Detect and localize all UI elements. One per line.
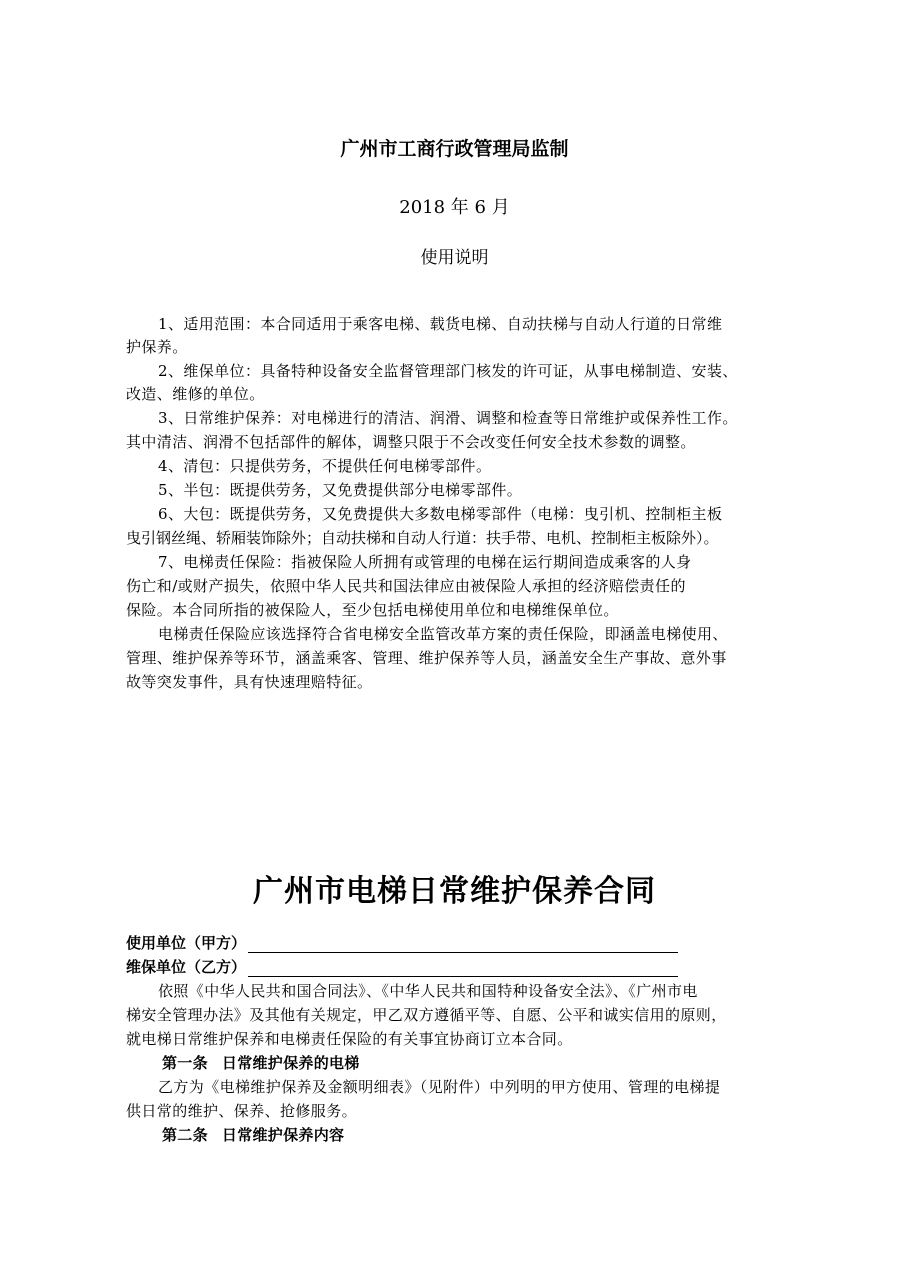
instruction-line: 其中清洁、润滑不包括部件的解体，调整只限于不会改变任何安全技术参数的调整。 xyxy=(126,433,696,451)
supervisor-line: 广州市工商行政管理局监制 xyxy=(340,138,569,160)
instruction-line: 管理、维护保养等环节，涵盖乘客、管理、维护保养等人员，涵盖安全生产事故、意外事 xyxy=(126,649,727,667)
publish-date: 2018 年 6 月 xyxy=(399,197,510,218)
preamble-line: 就电梯日常维护保养和电梯责任保险的有关事宜协商订立本合同。 xyxy=(126,1030,573,1048)
article-1-heading xyxy=(162,1052,360,1073)
party-a-label: 使用单位（甲方） xyxy=(126,934,247,952)
article-2-title: 日常维护保养内容 xyxy=(221,1126,345,1144)
party-a-row xyxy=(126,932,678,953)
instruction-line: 曳引钢丝绳、轿厢装饰除外；自动扶梯和自动人行道：扶手带、电机、控制柜主板除外）。 xyxy=(126,529,719,547)
instruction-line: 护保养。 xyxy=(126,338,188,356)
preamble-line: 依照《中华人民共和国合同法》、《中华人民共和国特种设备安全法》、《广州市电 xyxy=(158,982,698,1000)
instruction-line: 电梯责任保险应该选择符合省电梯安全监管改革方案的责任保险，即涵盖电梯使用、 xyxy=(158,625,728,643)
instruction-line: 2、维保单位：具备特种设备安全监督管理部门核发的许可证，从事电梯制造、安装、 xyxy=(158,362,738,380)
article-1-body-line: 供日常的维护、保养、抢修服务。 xyxy=(126,1102,358,1120)
article-2-heading xyxy=(162,1124,344,1145)
instruction-line: 1、适用范围：本合同适用于乘客电梯、载货电梯、自动扶梯与自动人行道的日常维 xyxy=(158,315,723,333)
article-1-title: 日常维护保养的电梯 xyxy=(221,1054,360,1072)
instruction-line: 4、清包：只提供劳务，不提供任何电梯零部件。 xyxy=(158,457,492,475)
article-1-body-line: 乙方为《电梯维护保养及金额明细表》（见附件）中列明的甲方使用、管理的电梯提 xyxy=(158,1078,721,1096)
instruction-line: 7、电梯责任保险：指被保险人所拥有或管理的电梯在运行期间造成乘客的人身 xyxy=(158,553,692,571)
instruction-line: 3、日常维护保养：对电梯进行的清洁、润滑、调整和检查等日常维护或保养性工作。 xyxy=(158,409,738,427)
instruction-line: 故等突发事件，具有快速理赔特征。 xyxy=(126,673,373,691)
party-b-blank-line[interactable] xyxy=(248,962,678,977)
instruction-line: 6、大包：既提供劳务，又免费提供大多数电梯零部件（电梯：曳引机、控制柜主板 xyxy=(158,505,723,523)
instruction-line: 伤亡和/或财产损失，依照中华人民共和国法律应由被保险人承担的经济赔偿责任的 xyxy=(126,577,686,595)
article-1-number: 第一条 xyxy=(162,1054,208,1072)
party-b-label: 维保单位（乙方） xyxy=(126,958,247,976)
preamble-line: 梯安全管理办法》及其他有关规定，甲乙双方遵循平等、自愿、公平和诚实信用的原则， xyxy=(126,1006,727,1024)
instruction-line: 保险。本合同所指的被保险人，至少包括电梯使用单位和电梯维保单位。 xyxy=(126,601,619,619)
usage-title: 使用说明 xyxy=(420,248,489,268)
article-2-number: 第二条 xyxy=(162,1126,208,1144)
party-a-blank-line[interactable] xyxy=(248,938,678,953)
instruction-line: 5、半包：既提供劳务，又免费提供部分电梯零部件。 xyxy=(158,481,523,499)
contract-title: 广州市电梯日常维护保养合同 xyxy=(253,874,656,909)
instruction-line: 改造、维修的单位。 xyxy=(126,385,265,403)
party-b-row xyxy=(126,956,678,977)
